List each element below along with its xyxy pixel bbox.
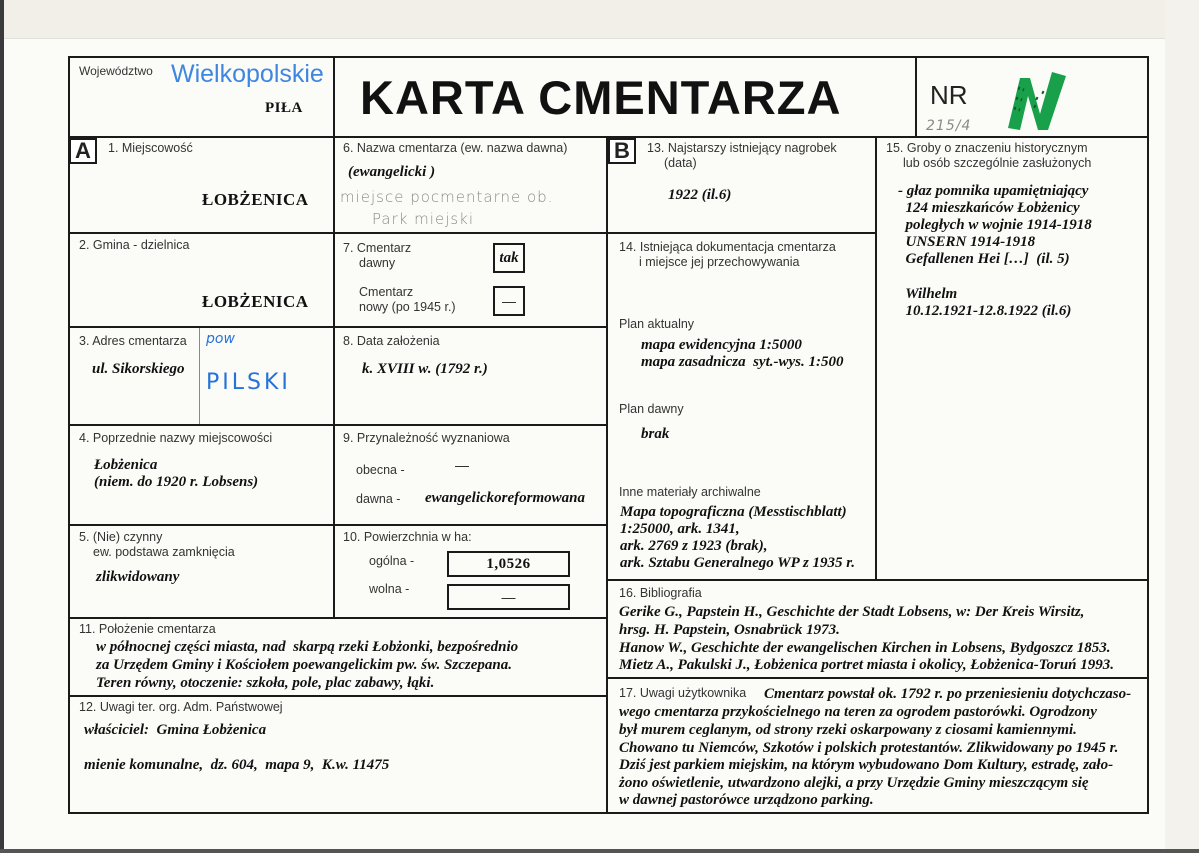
field-6-handwritten-line1: miejsce pocmentarne ob. [340, 188, 554, 206]
field-5-label-line2: ew. podstawa zamknięcia [93, 545, 235, 559]
field-6-value: (ewangelicki ) [348, 164, 436, 180]
scan-right-margin [1165, 0, 1199, 853]
field-7-old-label-2: dawny [359, 256, 396, 270]
field-9-current-label: obecna - [356, 463, 405, 477]
row-line-14 [607, 579, 1149, 581]
field-8-label: 8. Data założenia [343, 334, 440, 348]
nr-handwritten: 215/4 [926, 118, 972, 134]
stamp-n-icon [1000, 68, 1072, 134]
field-3-label: 3. Adres cmentarza [79, 334, 187, 348]
field-13-label-line2: (data) [664, 156, 697, 170]
bibliography-line1: Gerike G., Papstein H., Geschichte der Stadt Lobsens, w: Der Kreis Wirsitz, [619, 604, 1085, 620]
scan-left-edge [0, 0, 4, 853]
field-15-line8: 10.12.1921-12.8.1922 (il.6) [898, 303, 1072, 319]
field-6-label: 6. Nazwa cmentarza (ew. nazwa dawna) [343, 141, 568, 155]
current-plan-line1: mapa ewidencyjna 1:5000 [641, 337, 802, 353]
user-notes-line1: wego cmentarza przykościelnego na teren za ogrodem pastorówki. Ogrodzony [619, 704, 1097, 720]
field-7-old-label-1: 7. Cmentarz [343, 241, 412, 255]
field-17-label: 17. Uwagi użytkownika [619, 686, 747, 700]
field-10-total-input[interactable]: 1,0526 [447, 551, 570, 577]
row-line-4 [68, 524, 608, 526]
field-15-line1: - głaz pomnika upamiętniający [898, 183, 1089, 199]
nr-stamp [1000, 68, 1072, 134]
row-line-2 [68, 326, 608, 328]
field-7-new-checkbox[interactable]: — [493, 286, 525, 316]
field-4-value-line2: (niem. do 1920 r. Lobsens) [94, 474, 259, 490]
other-materials-line1: Mapa topograficzna (Messtischblatt) [620, 504, 847, 520]
field-2-value: ŁOBŻENICA [202, 292, 309, 311]
page-title: KARTA CMENTARZA [360, 71, 842, 124]
field-7-new-label-2: nowy (po 1945 r.) [359, 300, 456, 314]
field-5-label-line1: 5. (Nie) czynny [79, 530, 163, 544]
header-col-divider-1 [333, 56, 335, 137]
field-16-label: 16. Bibliografia [619, 586, 702, 600]
other-materials-line2: 1:25000, ark. 1341, [620, 521, 740, 537]
row-line-16 [607, 677, 1149, 679]
field-10-label: 10. Powierzchnia w ha: [343, 530, 472, 544]
field-4-label: 4. Poprzednie nazwy miejscowości [79, 431, 273, 445]
user-notes-line4: Dziś jest parkiem miejskim, na którym wybudowano Dom Kultury, estradę, zało- [619, 757, 1114, 773]
field-11-line2: za Urzędem Gminy i Kościołem poewangelickim pw. św. Szczepana. [96, 657, 512, 673]
old-plan-value: brak [641, 426, 670, 442]
other-materials-label: Inne materiały archiwalne [619, 485, 761, 499]
field-10-free-input[interactable]: — [447, 584, 570, 610]
user-notes-line2: był murem ceglanym, od strony rzeki oskarpowany z ciosami kamiennymi. [619, 722, 1077, 738]
field-14-label-line1: 14. Istniejąca dokumentacja cmentarza [619, 240, 836, 254]
field-15-label-line2: lub osób szczególnie zasłużonych [903, 156, 1092, 170]
user-notes-first-line: Cmentarz powstał ok. 1792 r. po przeniesieniu dotychczaso- [764, 686, 1132, 702]
bibliography-line3: Hanow W., Geschichte der ewangelischen Kirchen in Lobsens, Bydgoszcz 1853. [619, 640, 1111, 656]
row-line-3 [68, 424, 608, 426]
field-1-value: ŁOBŻENICA [202, 190, 309, 209]
field-15-line3: poległych w wojnie 1914-1918 [898, 217, 1092, 233]
user-notes-line6: w dawnej pastorówce urządzono parking. [619, 792, 874, 808]
field-11-line3: Teren równy, otoczenie: szkoła, pole, plac zabawy, łąki. [96, 675, 435, 691]
field-3-handwritten-top: pow [206, 331, 235, 347]
field-11-label: 11. Położenie cmentarza [79, 622, 216, 636]
user-notes-line5: żono oświetlenie, utwardzono alejki, a przy Urzędzie Gminy mieszczącym się [619, 775, 1089, 791]
field-12-label: 12. Uwagi ter. org. Adm. Państwowej [79, 700, 283, 714]
bibliography-line2: hrsg. H. Papstein, Osnabrück 1973. [619, 622, 840, 638]
old-plan-label: Plan dawny [619, 402, 684, 416]
row-line-13 [607, 232, 876, 234]
field-4-value-line1: Łobżenica [94, 457, 158, 473]
field-12-line1: właściciel: Gmina Łobżenica [84, 722, 267, 738]
field-7-old-checkbox[interactable]: tak [493, 243, 525, 273]
field-5-value: zlikwidowany [96, 569, 180, 585]
field-15-line7: Wilhelm [898, 286, 958, 302]
row-line-1 [68, 232, 608, 234]
field-10-total-label: ogólna - [369, 554, 415, 568]
field-14-label-line2: i miejsce jej przechowywania [639, 255, 800, 269]
nr-label: NR [930, 80, 968, 110]
current-plan-line2: mapa zasadnicza syt.-wys. 1:500 [641, 354, 844, 370]
section-a-letter: A [69, 138, 97, 164]
field-6-value-text: ewangelicki [353, 164, 427, 180]
section-a-col-divider [333, 137, 335, 618]
section-ab-divider [606, 137, 608, 813]
field-13-label-line1: 13. Najstarszy istniejący nagrobek [647, 141, 837, 155]
field-3-handwritten-main: PILSKI [206, 370, 291, 395]
field-10-free-label: wolna - [369, 582, 410, 596]
field-11-line1: w północnej części miasta, nad skarpą rzeki Łobżonki, bezpośrednio [96, 639, 519, 655]
other-materials-line4: ark. Sztabu Generalnego WP z 1935 r. [620, 555, 856, 571]
field-9-former-label: dawna - [356, 492, 401, 506]
row-line-5 [68, 617, 608, 619]
field-13-value: 1922 (il.6) [668, 187, 732, 203]
scan-top-margin [0, 0, 1199, 39]
field-8-value: k. XVIII w. (1792 r.) [362, 361, 488, 377]
col-14-15-divider [875, 137, 877, 580]
county-value: PIŁA [265, 100, 303, 116]
voivodeship-label: Województwo [79, 64, 153, 78]
section-b-letter: B [608, 138, 636, 164]
field-12-line2: mienie komunalne, dz. 604, mapa 9, K.w. 11475 [84, 757, 390, 773]
row-line-6 [68, 695, 608, 697]
scan-bottom-edge [0, 849, 1199, 853]
field-15-line2: 124 mieszkańców Łobżenicy [898, 200, 1080, 216]
field-15-label-line1: 15. Groby o znaczeniu historycznym [886, 141, 1088, 155]
field-9-former-value: ewangelickoreformowana [425, 490, 585, 506]
field-3-value: ul. Sikorskiego [92, 361, 185, 377]
field-9-current-value: — [455, 457, 469, 473]
field-2-label: 2. Gmina - dzielnica [79, 238, 190, 252]
voivodeship-value: Wielkopolskie [171, 60, 324, 88]
field-7-new-label-1: Cmentarz [359, 285, 414, 299]
bibliography-line4: Mietz A., Pakulski J., Łobżenica portret miasta i okolicy, Łobżenica-Toruń 1993. [619, 657, 1115, 673]
user-notes-line3: Chowano tu Niemców, Szkotów i polskich protestantów. Zlikwidowany po 1945 r. [619, 740, 1119, 756]
field-1-label: 1. Miejscowość [108, 141, 193, 155]
field-15-line4: UNSERN 1914-1918 [898, 234, 1036, 250]
other-materials-line3: ark. 2769 z 1923 (brak), [620, 538, 768, 554]
field-9-label: 9. Przynależność wyznaniowa [343, 431, 510, 445]
header-col-divider-2 [915, 56, 917, 137]
current-plan-label: Plan aktualny [619, 317, 695, 331]
field-6-handwritten-line2: Park miejski [372, 210, 475, 228]
field-15-line5: Gefallenen Hei […] (il. 5) [898, 251, 1070, 267]
address-sub-divider [199, 327, 200, 424]
